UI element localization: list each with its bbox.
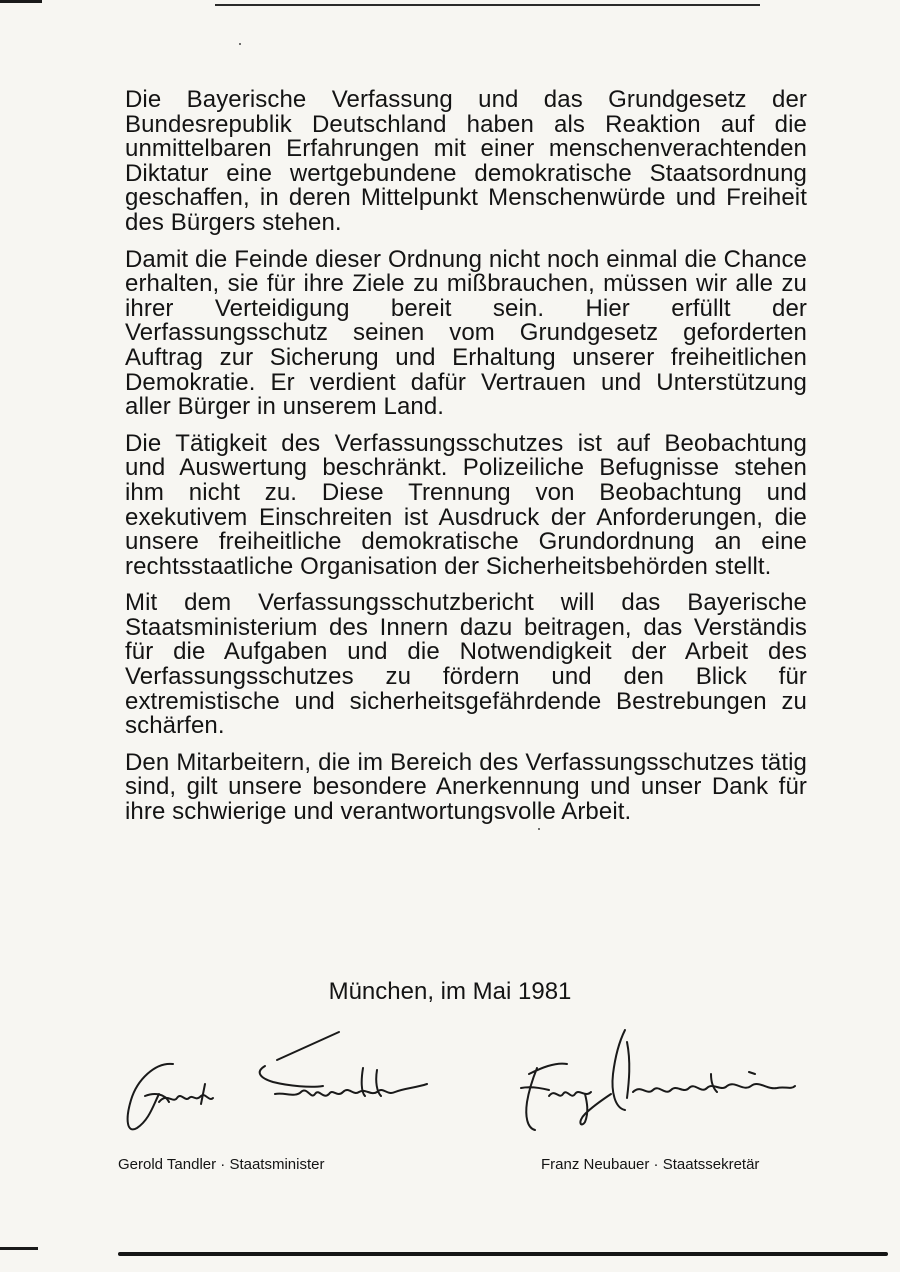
corner-mark-top <box>0 0 42 3</box>
paragraph: Den Mitarbeitern, die im Bereich des Verfassungsschutzes tätig sind, gilt unsere besondere Anerkennung und unser Dank für ihre schwierige und verantwortungsvolle Arbeit. <box>125 748 807 826</box>
speck <box>239 43 241 45</box>
signature-neubauer <box>515 1022 805 1140</box>
bottom-rule <box>118 1252 888 1256</box>
signer-name-tandler: Gerold Tandler · Staatsminister <box>118 1156 325 1173</box>
signer-name-neubauer: Franz Neubauer · Staatssekretär <box>541 1156 760 1173</box>
signature-tandler <box>115 1022 445 1140</box>
letter-body <box>125 88 807 837</box>
paragraph: Damit die Feinde dieser Ordnung nicht noch einmal die Chance erhalten, sie für ihre Ziele zu mißbrauchen, müssen wir alle zu ihrer Verteidigung bereit sein. Hier erfüllt der Verfassungsschutz seinen vom Grundgesetz geforderten Auftrag zur Sicherung und Erhaltung unserer freiheitlichen Demokratie. Er verdient dafür Vertrauen und Unterstützung aller Bürger in unserem Land. <box>125 245 807 421</box>
dateline: München, im Mai 1981 <box>328 978 572 1005</box>
paragraph: Die Tätigkeit des Verfassungsschutzes ist auf Beobachtung und Auswertung beschränkt. Polizeiliche Befugnisse stehen ihm nicht zu. Diese Trennung von Beobachtung und exekutivem Einschreiten ist Ausdruck der Anforderungen, die unsere freiheitliche demokratische Grundordnung an eine rechtsstaatliche Organisation der Sicherheitsbehörden stellt. <box>125 429 807 580</box>
top-rule <box>215 4 760 6</box>
corner-mark-bottom <box>0 1247 38 1250</box>
paragraph: Die Bayerische Verfassung und das Grundgesetz der Bundesrepublik Deutschland haben als Reaktion auf die unmittelbaren Erfahrungen mit einer menschenverachtenden Diktatur eine wertgebundene demokratische Staatsordnung geschaffen, in deren Mittelpunkt Menschenwürde und Freiheit des Bürgers stehen. <box>125 86 807 236</box>
paragraph: Mit dem Verfassungsschutzbericht will das Bayerische Staatsministerium des Innern dazu beitragen, das Verständis für die Aufgaben und die Notwendigkeit der Arbeit des Verfassungsschutzes zu fördern und den Blick für extremistische und sicherheitsgefährdende Bestrebungen zu schärfen. <box>125 589 807 740</box>
